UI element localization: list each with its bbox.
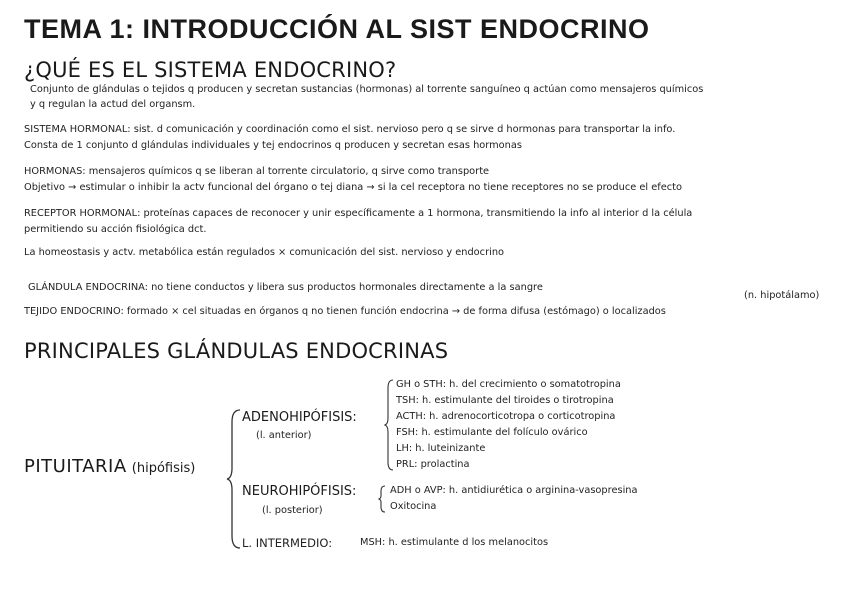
section-question: ¿QUÉ ES EL SISTEMA ENDOCRINO?	[24, 58, 397, 82]
adeno-item-tsh: TSH: h. estimulante del tiroides o tirotropina	[396, 395, 614, 406]
neuro-item-adh: ADH o AVP: h. antidiurética o arginina-vasopresina	[390, 485, 638, 496]
hormonal-line-2: Consta de 1 conjunto d glándulas individuales y tej endocrinos q producen y secretan esas hormonas	[24, 140, 522, 151]
neuro-item-oxitocina: Oxitocina	[390, 501, 437, 512]
adeno-item-acth: ACTH: h. adrenocorticotropa o corticotropina	[396, 411, 616, 422]
tejido-line: TEJIDO ENDOCRINO: formado × cel situadas en órganos q no tienen función endocrina → de forma difusa (estómago) o localizados	[24, 306, 666, 317]
hormonas-line-2: Objetivo → estimular o inhibir la actv funcional del órgano o tej diana → si la cel receptora no tiene receptores no se produce el efecto	[24, 182, 682, 193]
intro-line-2: y q regulan la actud del organsm.	[30, 99, 196, 110]
neuro-brace	[378, 484, 386, 514]
adeno-item-prl: PRL: prolactina	[396, 459, 470, 470]
page-title: TEMA 1: INTRODUCCIÓN AL SIST ENDOCRINO	[24, 14, 650, 44]
adeno-item-fsh: FSH: h. estimulante del folículo ovárico	[396, 427, 588, 438]
intermedio-label: L. INTERMEDIO:	[242, 536, 333, 550]
section-principales: PRINCIPALES GLÁNDULAS ENDOCRINAS	[24, 339, 449, 363]
receptor-line-1: RECEPTOR HORMONAL: proteínas capaces de reconocer y unir específicamente a 1 hormona, transmitiendo la info al interior d la célula	[24, 208, 693, 219]
pituitaria-label	[24, 456, 195, 477]
main-brace	[226, 408, 242, 550]
homeostasis-line: La homeostasis y actv. metabólica están regulados × comunicación del sist. nervioso y endocrino	[24, 247, 505, 258]
adeno-label: ADENOHIPÓFISIS:	[242, 410, 357, 425]
adeno-sub: (l. anterior)	[256, 430, 312, 441]
hormonas-line-1: HORMONAS: mensajeros químicos q se liberan al torrente circulatorio, q sirve como transporte	[24, 166, 490, 177]
adeno-brace	[384, 378, 394, 472]
pituitaria-alt: (hipófisis)	[131, 461, 196, 476]
hormonal-line-1: SISTEMA HORMONAL: sist. d comunicación y coordinación como el sist. nervioso pero q se sirve d hormonas para transportar la info.	[24, 124, 676, 135]
receptor-line-2: permitiendo su acción fisiológica dct.	[24, 224, 207, 235]
neuro-sub: (l. posterior)	[262, 505, 323, 516]
adeno-item-gh: GH o STH: h. del crecimiento o somatotropina	[396, 379, 621, 390]
glandula-note: (n. hipotálamo)	[744, 290, 820, 301]
glandula-line: GLÁNDULA ENDOCRINA: no tiene conductos y libera sus productos hormonales directamente a la sangre	[28, 282, 543, 293]
intro-line-1: Conjunto de glándulas o tejidos q producen y secretan sustancias (hormonas) al torrente sanguíneo q actúan como mensajeros químicos	[30, 84, 704, 95]
adeno-item-lh: LH: h. luteinizante	[396, 443, 486, 454]
neuro-label: NEUROHIPÓFISIS:	[242, 484, 357, 499]
intermedio-text: MSH: h. estimulante d los melanocitos	[360, 537, 549, 548]
pituitaria-title: PITUITARIA	[24, 456, 127, 477]
